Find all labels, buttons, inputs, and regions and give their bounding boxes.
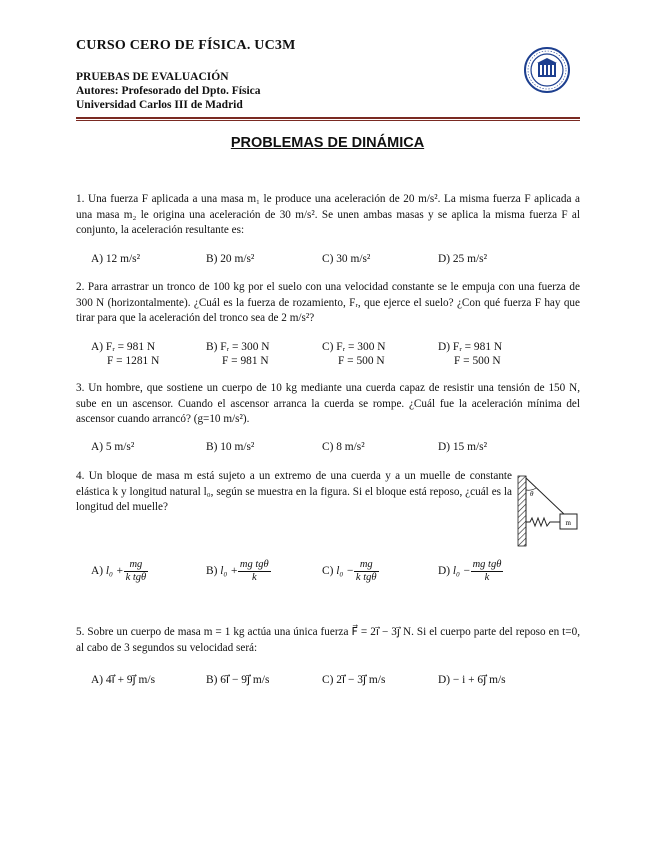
problem-1-option-d: D) 25 m/s² (438, 253, 487, 265)
problem-2-option-c-line1: C) Fᵣ = 300 N (322, 341, 386, 353)
problem-4-text: 4. Un bloque de masa m está sujeto a un extremo de una cuerda y a un muelle de constante elástica k y longitud natural l₀, según se muestra en la figura. Si el bloque está reposo, ¿cuál es la longitud del muelle? (76, 470, 512, 513)
problem-4-option-d (438, 556, 503, 586)
problem-4-option-a-fraction (124, 559, 149, 584)
header-rule-thin (76, 120, 580, 121)
problem-1-text: 1. Una fuerza F aplicada a una masa m₁ le produce una aceleración de 20 m/s². La misma fuerza F aplicada a una masa m₂ le origina una aceleración de 30 m/s². Se unen ambas masas y se aplica la misma fuerza F al conjunto, la aceleración resultante es: (76, 193, 580, 236)
problem-4-option-c-denominator: k tgθ (355, 571, 377, 583)
problem-5-option-a: A) 4i⃗ + 9j⃗ m/s (91, 674, 156, 686)
problem-4-option-c (322, 556, 379, 586)
problem-4-option-b-numerator: mg tgθ (239, 558, 269, 570)
problem-2-option-c-line2: F = 500 N (338, 355, 385, 367)
problem-4-option-a-numerator: mg (124, 559, 149, 572)
problem-2-option-a-line2: F = 1281 N (107, 355, 160, 367)
problem-4-option-c-fraction (354, 559, 379, 584)
problem-2-option-b (206, 340, 269, 368)
problem-2-option-b-line1: B) Fᵣ = 300 N (206, 341, 270, 353)
problem-4-option-b-denominator: k (251, 571, 257, 583)
problem-3-option-d: D) 15 m/s² (438, 441, 487, 453)
problem-4-option-a-label: A) (91, 565, 104, 577)
problem-2-option-a (91, 340, 159, 368)
problem-2-option-d-line1: D) Fᵣ = 981 N (438, 341, 503, 353)
course-title: CURSO CERO DE FÍSICA. UC3M (76, 38, 296, 53)
problem-1-option-b: B) 20 m/s² (206, 253, 255, 265)
header-rule (76, 117, 580, 119)
problem-4-option-d-fraction (471, 559, 504, 584)
wall-spring-block-figure (516, 474, 580, 548)
evaluation-heading: PRUEBAS DE EVALUACIÓN (76, 71, 229, 83)
problem-3-option-a: A) 5 m/s² (91, 441, 135, 453)
university-line: Universidad Carlos III de Madrid (76, 99, 243, 111)
uc3m-seal-icon (524, 47, 570, 93)
problem-4-option-b (206, 556, 271, 586)
problem-2-option-d (438, 340, 502, 368)
problem-3-option-b: B) 10 m/s² (206, 441, 255, 453)
figure-mass-label: m (565, 519, 571, 527)
problem-4-option-a-base: l₀ + (105, 565, 124, 577)
problem-1-option-a: A) 12 m/s² (91, 253, 140, 265)
problem-3-text: 3. Un hombre, que sostiene un cuerpo de 10 kg mediante una cuerda capaz de resistir una tensión de 150 N, sube en un ascensor. Cuando el ascensor arranca la cuerda se rompe. ¿Cuál fue la aceleración mínima del ascensor cuando arrancó? (g=10 m/s²). (76, 382, 580, 425)
problem-4-option-b-base: l₀ + (220, 565, 238, 577)
problem-2-text: 2. Para arrastrar un tronco de 100 kg por el suelo con una velocidad constante se le empuja con una fuerza de 300 N (horizontalmente). ¿Cuál es la fuerza de rozamiento, Fᵣ, que ejerce el suelo? ¿Con qué fuerza F hay que tirar para que la aceleración del tronco sea de 2 m/s²? (76, 281, 580, 324)
page-title: PROBLEMAS DE DINÁMICA (230, 135, 425, 151)
problem-5-option-b: B) 6i⃗ − 9j⃗ m/s (206, 674, 270, 686)
problem-4-option-d-base: l₀ − (452, 565, 471, 577)
problem-4-option-c-numerator: mg (354, 559, 379, 572)
problem-5-option-d: D) − i + 6j⃗ m/s (438, 674, 506, 686)
problem-4-option-c-base: l₀ − (336, 565, 354, 577)
problem-4-option-d-label: D) (438, 565, 451, 577)
problem-3-option-c: C) 8 m/s² (322, 441, 365, 453)
authors-line: Autores: Profesorado del Dpto. Física (76, 85, 261, 97)
problem-4-option-c-label: C) (322, 565, 334, 577)
problem-2-option-c (322, 340, 385, 368)
problem-2-option-d-line2: F = 500 N (454, 355, 501, 367)
problem-4-option-d-numerator: mg tgθ (472, 558, 502, 570)
problem-5-text: 5. Sobre un cuerpo de masa m = 1 kg actúa una única fuerza F⃗ = 2i⃗ − 3j⃗ N. Si el cuerpo parte del reposo en t=0, al cabo de 3 segundos su velocidad será: (76, 626, 580, 654)
problem-2-option-a-line1: A) Fᵣ = 981 N (91, 341, 156, 353)
problem-5-option-c: C) 2i⃗ − 3j⃗ m/s (322, 674, 386, 686)
problem-2-option-b-line2: F = 981 N (222, 355, 269, 367)
problem-4-option-d-denominator: k (484, 571, 490, 583)
figure-angle-label: θ (530, 490, 534, 498)
problem-4-option-b-fraction (238, 559, 271, 584)
problem-4-option-b-label: B) (206, 565, 218, 577)
problem-4-option-a (91, 556, 148, 586)
problem-4-option-a-denominator: k tgθ (125, 571, 147, 583)
problem-1-option-c: C) 30 m/s² (322, 253, 371, 265)
